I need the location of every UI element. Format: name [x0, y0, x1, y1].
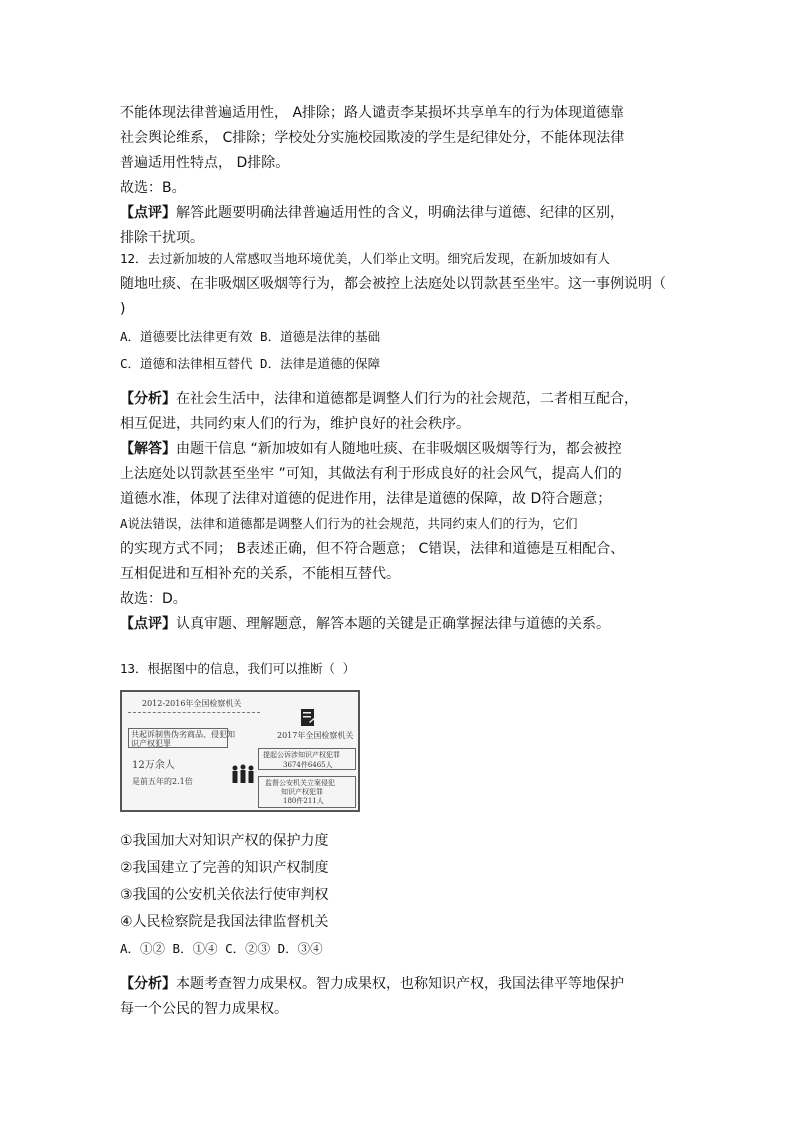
line-text: A．道德要比法律更有效 B．道德是法律的基础 — [120, 329, 381, 344]
divider — [128, 712, 260, 713]
line-text: 故选：B。 — [120, 180, 186, 196]
section-tag: 【点评】 — [120, 616, 176, 632]
question-13-figure — [120, 690, 360, 812]
text-line — [120, 589, 187, 609]
text-line — [120, 103, 624, 123]
line-text: ①我国加大对知识产权的保护力度 — [120, 833, 329, 849]
text-line — [120, 539, 624, 559]
text-line — [120, 274, 666, 294]
section-tag: 【点评】 — [120, 205, 176, 221]
line-text: 上法庭处以罚款甚至坐牢 ”可知，其做法有利于形成良好的社会风气，提高人们的 — [120, 466, 622, 482]
text-line — [120, 999, 288, 1019]
text-line — [120, 249, 610, 269]
line-text: ④人民检察院是我国法律监督机关 — [120, 914, 329, 930]
text-line — [120, 489, 611, 509]
right-box1-line2: 3674件6465人 — [283, 761, 333, 769]
left-desc-box — [128, 728, 235, 748]
text-line — [120, 389, 638, 409]
line-text: 社会舆论维系， C排除；学校处分实施校园欺凌的学生是纪律处分，不能体现法律 — [120, 130, 625, 146]
text-line — [120, 912, 329, 932]
line-text: 在社会生活中，法律和道德都是调整人们行为的社会规范，二者相互配合， — [176, 391, 638, 407]
line-text: ) — [120, 301, 126, 317]
text-line — [120, 228, 204, 248]
text-line — [120, 885, 329, 905]
left-count: 12万余人 — [132, 760, 175, 771]
text-line — [120, 939, 323, 959]
line-text: ②我国建立了完善的知识产权制度 — [120, 860, 329, 876]
text-line — [120, 564, 400, 584]
text-line — [120, 153, 289, 173]
left-desc-1: 共起诉制售伪劣商品、侵犯知 — [131, 730, 235, 739]
text-line — [120, 858, 329, 878]
line-text: 故选：D。 — [120, 591, 187, 607]
right-box2-line2: 知识产权犯罪 — [281, 788, 323, 796]
line-text: 认真审题、理解题意，解答本题的关键是正确掌握法律与道德的关系。 — [176, 616, 610, 632]
line-text: 排除干扰项。 — [120, 230, 204, 246]
text-line — [120, 974, 624, 994]
text-line — [120, 659, 355, 679]
line-text: 由题干信息 “新加坡如有人随地吐痰、在非吸烟区吸烟等行为，都会被控 — [176, 441, 622, 457]
right-box1-line1: 提起公诉涉知识产权犯罪 — [263, 751, 340, 759]
line-text: 13．根据图中的信息，我们可以推断（ ） — [120, 661, 356, 676]
line-text: 的实现方式不同； B表述正确，但不符合题意； C错误，法律和道德是互相配合、 — [120, 541, 625, 557]
right-title: 2017年全国检察机关 — [277, 731, 354, 740]
left-title: 2012-2016年全国检察机关 — [142, 699, 242, 708]
people-icon — [230, 764, 256, 786]
text-line — [120, 464, 622, 484]
line-text: 道德水准，体现了法律对道德的促进作用，法律是道德的保障，故 D符合题意； — [120, 491, 612, 507]
text-line — [120, 299, 125, 319]
text-line — [120, 354, 380, 374]
text-line — [120, 514, 578, 534]
text-line — [120, 439, 622, 459]
text-line — [120, 203, 624, 223]
right-box-2 — [258, 776, 356, 808]
line-text: 互相促进和互相补充的关系，不能相互替代。 — [120, 566, 400, 582]
line-text: 每一个公民的智力成果权。 — [120, 1001, 288, 1017]
text-line — [120, 178, 186, 198]
line-text: A．①② B．①④ C．②③ D．③④ — [120, 941, 323, 956]
line-text: 解答此题要明确法律普遍适用性的含义，明确法律与道德、纪律的区别， — [176, 205, 624, 221]
line-text: 本题考查智力成果权。智力成果权，也称知识产权，我国法律平等地保护 — [176, 976, 624, 992]
line-text: 12．去过新加坡的人常感叹当地环境优美，人们举止文明。细究后发现，在新加坡如有人 — [120, 251, 611, 266]
section-tag: 【分析】 — [120, 391, 176, 407]
right-box2-line1: 监督公安机关立案侵犯 — [265, 779, 335, 787]
text-line — [120, 327, 380, 347]
section-tag: 【分析】 — [120, 976, 176, 992]
line-text: 随地吐痰、在非吸烟区吸烟等行为，都会被控上法庭处以罚款甚至坐牢。这一事例说明（ — [120, 276, 666, 292]
text-line — [120, 831, 329, 851]
right-box-1 — [258, 748, 356, 770]
line-text: 相互促进，共同约束人们的行为，维护良好的社会秩序。 — [120, 416, 470, 432]
line-text: 普遍适用性特点， D排除。 — [120, 155, 290, 171]
section-tag: 【解答】 — [120, 441, 176, 457]
line-text: ③我国的公安机关依法行使审判权 — [120, 887, 329, 903]
text-line — [120, 128, 624, 148]
document-icon — [300, 708, 318, 728]
line-text: C．道德和法律相互替代 D．法律是道德的保障 — [120, 356, 381, 371]
line-text: A说法错误，法律和道德都是调整人们行为的社会规范，共同约束人们的行为，它们 — [120, 516, 578, 531]
text-line — [120, 414, 470, 434]
left-desc-2: 识产权犯罪 — [131, 739, 171, 748]
line-text: 不能体现法律普遍适用性， A排除；路人谴责李某损坏共享单车的行为体现道德靠 — [120, 105, 625, 121]
left-compare: 是前五年的2.1倍 — [132, 777, 193, 786]
text-line — [120, 614, 610, 634]
right-box2-line3: 180件211人 — [283, 797, 324, 805]
